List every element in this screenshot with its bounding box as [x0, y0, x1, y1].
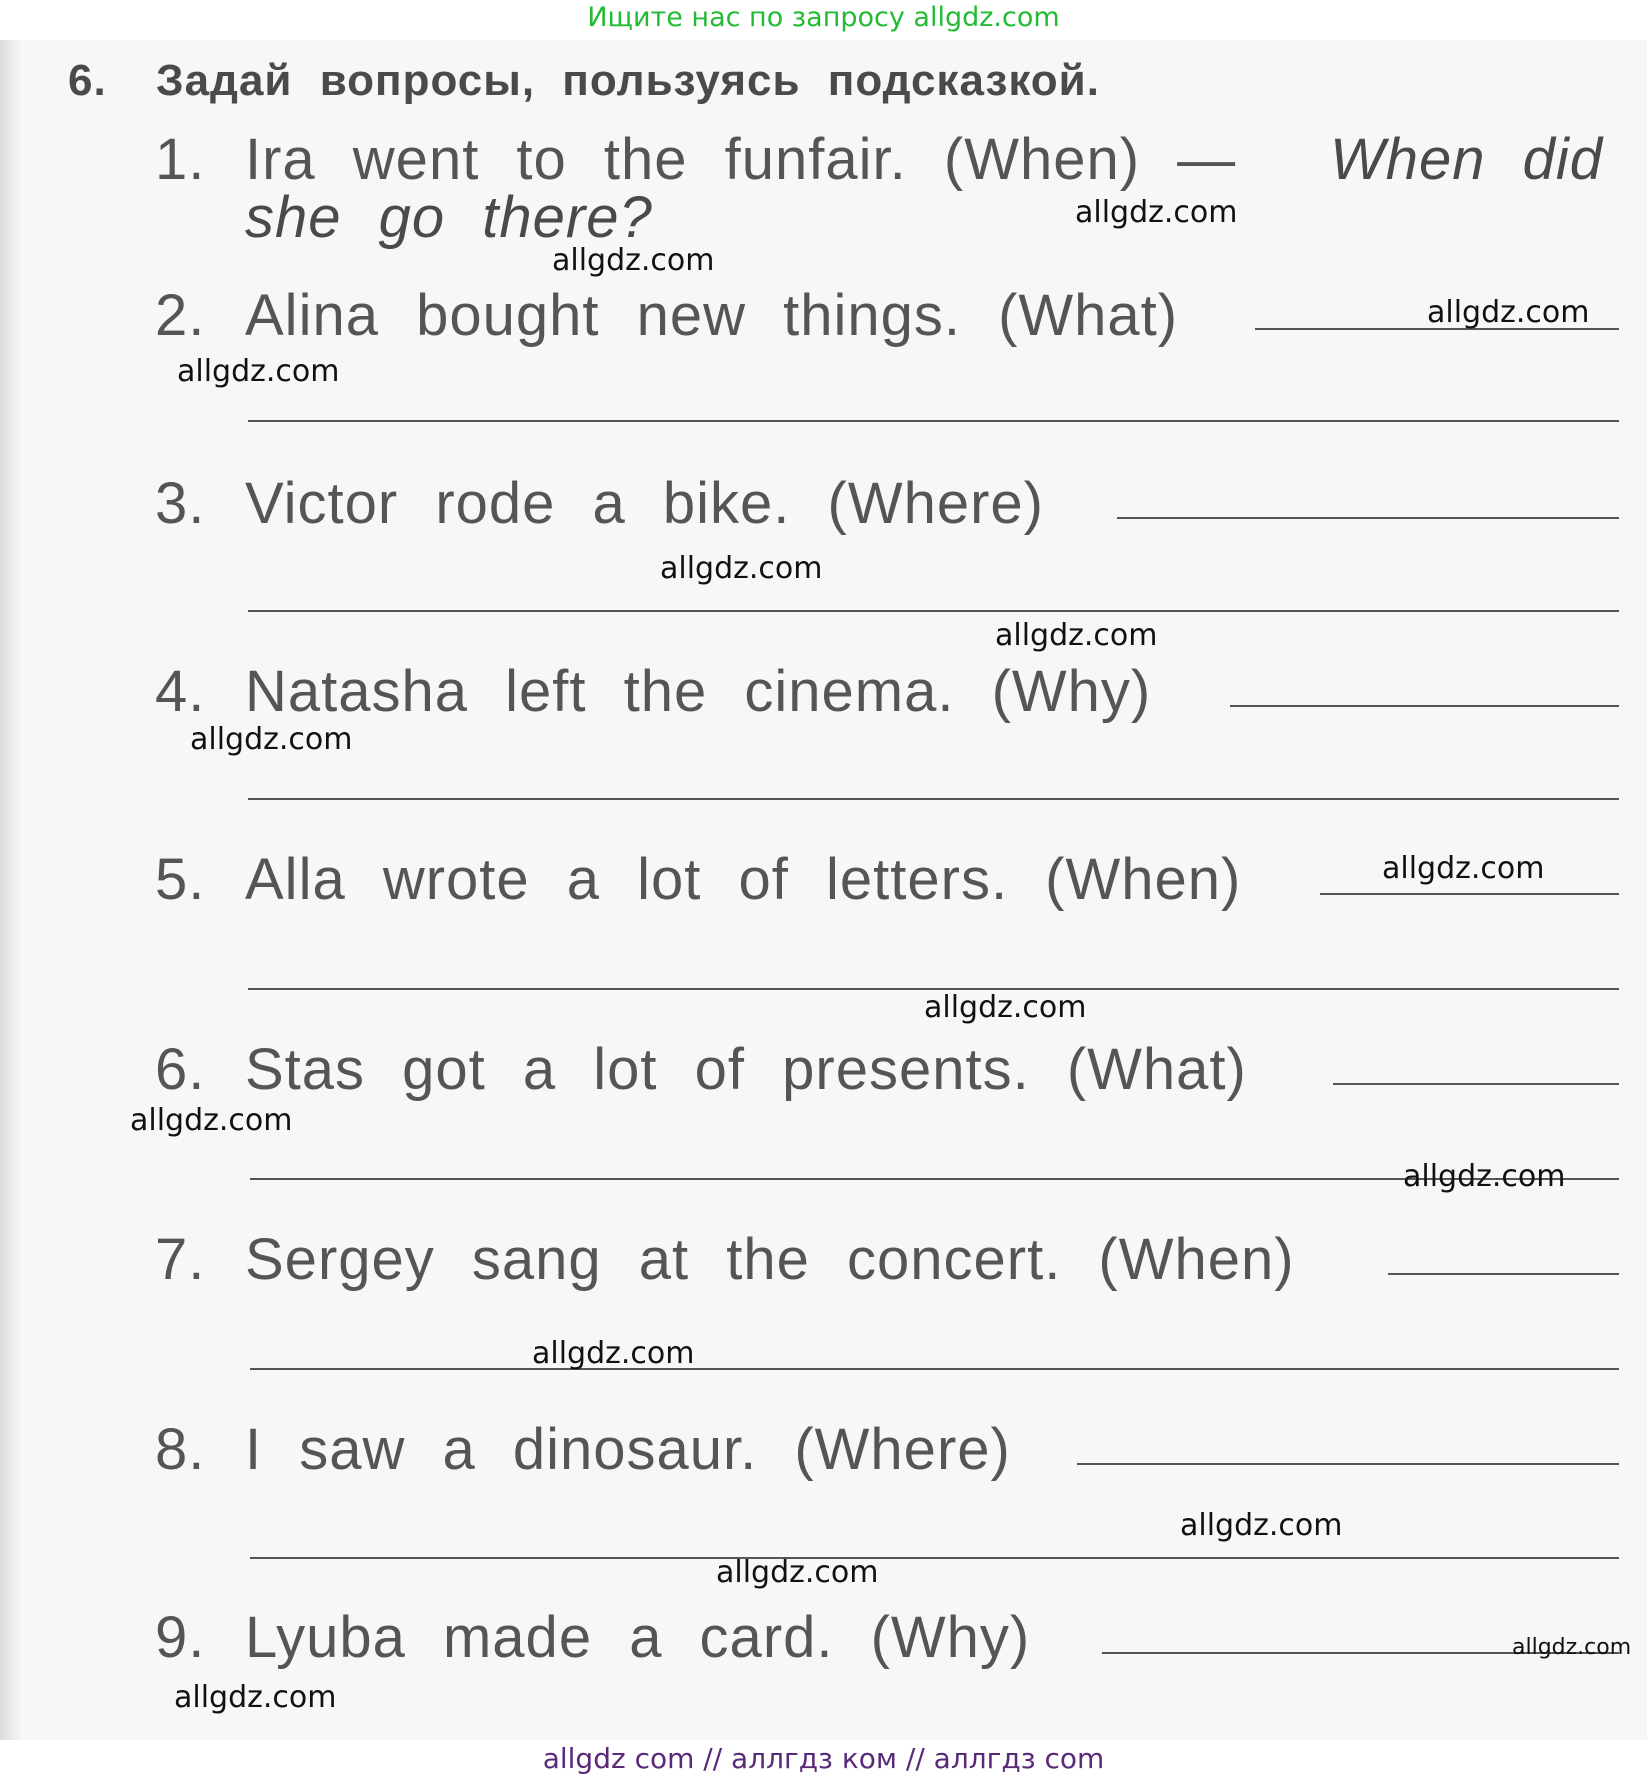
watermark: allgdz.com	[1427, 295, 1590, 330]
watermark: allgdz.com	[177, 354, 340, 389]
task-number: 6.	[68, 56, 107, 105]
answer-line[interactable]	[250, 1557, 1619, 1559]
question-number: 9.	[155, 1605, 206, 1670]
example-answer-part1: When did	[1330, 127, 1604, 192]
answer-line[interactable]	[1388, 1273, 1619, 1275]
watermark: allgdz.com	[1075, 195, 1238, 230]
question-text: Sergey sang at the concert. (When)	[245, 1227, 1295, 1292]
watermark: allgdz.com	[130, 1103, 293, 1138]
question-number: 8.	[155, 1417, 206, 1482]
watermark: allgdz.com	[190, 722, 353, 757]
question-text: Ira went to the funfair. (When) —	[245, 127, 1237, 192]
question-number: 1.	[155, 127, 206, 192]
question-number: 6.	[155, 1037, 206, 1102]
watermark: allgdz.com	[716, 1555, 879, 1590]
watermark: allgdz.com	[1403, 1159, 1566, 1194]
watermark: allgdz.com	[660, 551, 823, 586]
watermark: allgdz.com	[924, 990, 1087, 1025]
watermark: allgdz.com	[552, 243, 715, 278]
question-text: Alla wrote a lot of letters. (When)	[245, 847, 1242, 912]
question-number: 5.	[155, 847, 206, 912]
page-edge-shadow	[0, 40, 22, 1740]
watermark: allgdz.com	[532, 1336, 695, 1371]
watermark: allgdz.com	[1180, 1508, 1343, 1543]
bottom-banner: allgdz com // аллгдз ком // аллгдз com	[542, 1742, 1105, 1775]
answer-line[interactable]	[248, 610, 1619, 612]
question-number: 4.	[155, 659, 206, 724]
question-number: 3.	[155, 471, 206, 536]
answer-line[interactable]	[1333, 1083, 1619, 1085]
answer-line[interactable]	[248, 420, 1619, 422]
example-answer-part2: she go there?	[245, 185, 653, 250]
answer-line[interactable]	[248, 798, 1619, 800]
watermark: allgdz.com	[1512, 1635, 1632, 1660]
question-text: Lyuba made a card. (Why)	[245, 1605, 1031, 1670]
answer-line[interactable]	[250, 1368, 1619, 1370]
question-text: Natasha left the cinema. (Why)	[245, 659, 1152, 724]
question-text: Victor rode a bike. (Where)	[245, 471, 1044, 536]
question-text: Alina bought new things. (What)	[245, 283, 1179, 348]
watermark: allgdz.com	[995, 618, 1158, 653]
answer-line[interactable]	[1320, 893, 1619, 895]
question-text: I saw a dinosaur. (Where)	[245, 1417, 1011, 1482]
answer-line[interactable]	[1117, 517, 1619, 519]
top-banner: Ищите нас по запросу allgdz.com	[587, 2, 1060, 33]
watermark: allgdz.com	[174, 1680, 337, 1715]
answer-line[interactable]	[1230, 705, 1619, 707]
task-heading	[68, 56, 1100, 106]
watermark: allgdz.com	[1382, 851, 1545, 886]
answer-line[interactable]	[1077, 1463, 1619, 1465]
task-instruction: Задай вопросы, пользуясь подсказкой.	[156, 56, 1100, 105]
question-number: 7.	[155, 1227, 206, 1292]
question-number: 2.	[155, 283, 206, 348]
question-text: Stas got a lot of presents. (What)	[245, 1037, 1247, 1102]
